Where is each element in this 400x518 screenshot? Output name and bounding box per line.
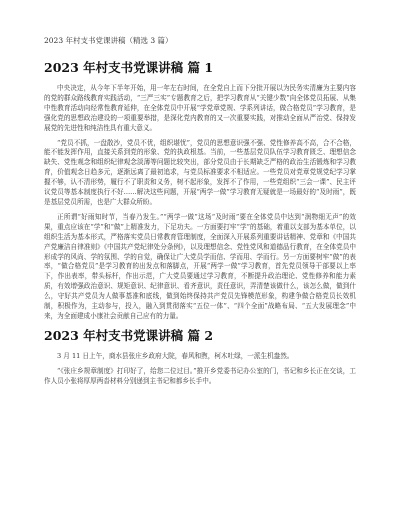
section-1-heading: 2023 年村支书党课讲稿 篇 1	[44, 60, 214, 75]
section-2-heading: 2023 年村支书党课讲稿 篇 2	[44, 327, 214, 343]
section-1-paragraph-1: 中央决定，从今年下半年开始，用一年左右时间，在全党自上而下分批开展以为民务实清廉为主要内容的党的群众路线教育实践活动，“三严三实”专题教育之后，把学习教育从“关键少数”向全体党员拓展、从集中性教育活动向经常性教育延伸，在全体党员中开展“学党章党规、学系列讲话，做合格党员”学习教育，是强化党的思想政治建设的一项重要举措，是深化党内教育的又一次重要实践，对推动全面从严治党、保持发展党的先进性和纯洁性具有重大意义。	[44, 84, 356, 132]
section-2-paragraph-1: 3 月 11 日上午，商水县张庄乡政府大院，春风和煦，柯木吐绿，一派生机盎然。	[57, 351, 294, 360]
section-1	[44, 60, 356, 322]
section-2	[44, 328, 356, 387]
section-1-paragraph-2: “党员不抓，一盘散沙，党员不优，组织堪忧”，党员的思想意识强不强、党性修养高不高，合不合格，能不能发挥作用，直接关系到党的形象、党的执政根基。当前，一些基层党员队伍学习教育匮乏、理想信念缺失、党性观念和组织纪律观念淡薄等问题比较突出，部分党员由于长期缺乏严格的政治生活锻炼和学习教育，价值观念日趋多元，逐渐远离了最初追求，与党员标准要求不相适应。一些党员对党章党规党纪学习掌握不够，认不清形势，履行不了职责和义务，树不起形象，发挥不了作用，一些党组织“三会一课”、民主评议党员等基本制度执行不好……解决这些问题，开展“两学一做”学习教育无疑就是一场最好的“及时雨”，既是基层党员所需，也是广大群众所盼。	[44, 138, 356, 206]
section-1-paragraph-3: 正所谓“好雨知时节，当春乃发生。”“两学一做”这场“及时雨”要在全体党员中达到“润物细无声”的效果，重点应该在“学”和“做”上精准发力，下足功夫。一方面要打牢“学”的基础，着重以支部为基本单位，以组织生活为基本形式，严格落实党员日常教育管理制度，全面深入开展系列重要讲话精神、党章和《中国共产党廉洁自律准则》《中国共产党纪律处分条例》，以及理想信念、党性党风和道德品行教育，在全体党员中形成学的风尚、学的氛围、学的自觉，确保让广大党员学而信、学而用、学而行。另一方面要树牢“做”的表率，“做合格党员”是学习教育的出发点和落脚点，开展“两学一做”学习教育，首先党员领导干部要以上率下，作出表率，带头标杆，作出示范，广大党员要通过学习教育，不断提升政治理论、党性修养和能力素质，有效增强政治意识、规矩意识、纪律意识、看齐意识，责任意识，弄清楚该做什么，该怎么做，做到什么，守好共产党员为人做事基准和底线，做到始终保持共产党员先锋模范形象，构建争做合格党员长效机制，积极作为，主动参与，投入，融入到贯彻落实“五位一体”、“四个全面”战略布局、“五大发展理念”中来，为全面建成小康社会贡献自己应有的力量。	[44, 212, 356, 320]
section-2-paragraph-2: “《张庄乡规章制度》打印好了，给您二位过目。”推开乡党委书记办公室的门，书记和乡长正在交谈，工作人员小张将厚厚两沓材料分别递到主书记和都乡长手中。	[44, 366, 356, 385]
document-title: 2023 年村支书党课讲稿（精选 3 篇）	[44, 36, 173, 45]
